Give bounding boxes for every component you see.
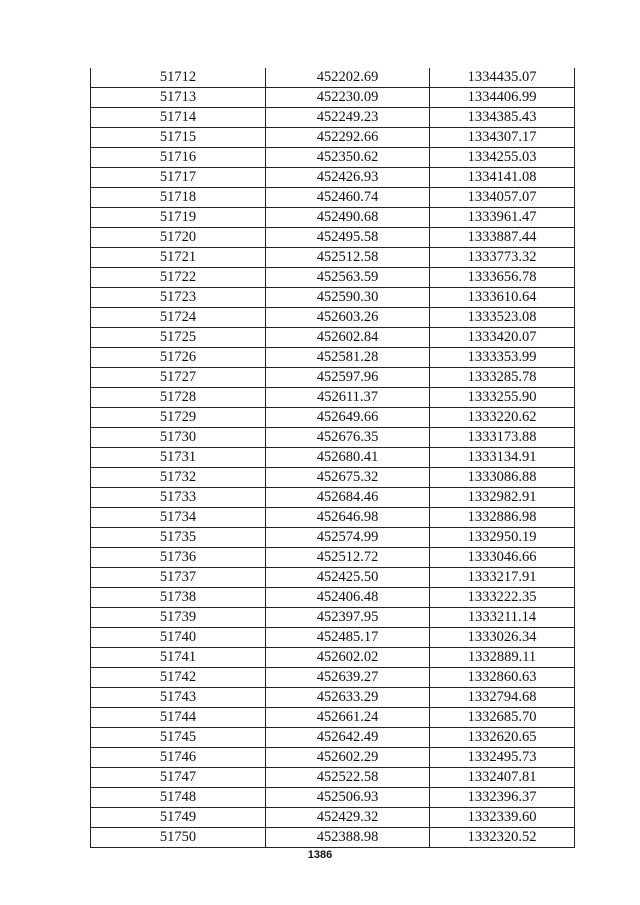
easting-cell: 452602.84	[266, 328, 430, 348]
easting-cell: 452292.66	[266, 128, 430, 148]
easting-cell: 452388.98	[266, 828, 430, 848]
easting-cell: 452633.29	[266, 688, 430, 708]
easting-cell: 452426.93	[266, 168, 430, 188]
northing-cell: 1333523.08	[430, 308, 575, 328]
table-row	[91, 388, 575, 408]
table-row	[91, 668, 575, 688]
table-row	[91, 828, 575, 848]
table-row	[91, 148, 575, 168]
easting-cell: 452406.48	[266, 588, 430, 608]
easting-cell: 452675.32	[266, 468, 430, 488]
northing-cell: 1334057.07	[430, 188, 575, 208]
point-id-cell: 51731	[91, 448, 266, 468]
northing-cell: 1333610.64	[430, 288, 575, 308]
northing-cell: 1332407.81	[430, 768, 575, 788]
northing-cell: 1332620.65	[430, 728, 575, 748]
easting-cell: 452684.46	[266, 488, 430, 508]
northing-cell: 1333961.47	[430, 208, 575, 228]
point-id-cell: 51729	[91, 408, 266, 428]
table-row	[91, 188, 575, 208]
point-id-cell: 51736	[91, 548, 266, 568]
northing-cell: 1332886.98	[430, 508, 575, 528]
easting-cell: 452429.32	[266, 808, 430, 828]
easting-cell: 452397.95	[266, 608, 430, 628]
northing-cell: 1333173.88	[430, 428, 575, 448]
easting-cell: 452646.98	[266, 508, 430, 528]
coordinate-table	[90, 68, 575, 848]
northing-cell: 1333220.62	[430, 408, 575, 428]
table-row	[91, 348, 575, 368]
point-id-cell: 51742	[91, 668, 266, 688]
easting-cell: 452506.93	[266, 788, 430, 808]
northing-cell: 1333656.78	[430, 268, 575, 288]
northing-cell: 1333420.07	[430, 328, 575, 348]
northing-cell: 1332396.37	[430, 788, 575, 808]
point-id-cell: 51739	[91, 608, 266, 628]
northing-cell: 1334385.43	[430, 108, 575, 128]
point-id-cell: 51748	[91, 788, 266, 808]
point-id-cell: 51740	[91, 628, 266, 648]
table-row	[91, 728, 575, 748]
point-id-cell: 51745	[91, 728, 266, 748]
table-row	[91, 88, 575, 108]
easting-cell: 452602.29	[266, 748, 430, 768]
table-row	[91, 548, 575, 568]
northing-cell: 1332339.60	[430, 808, 575, 828]
point-id-cell: 51730	[91, 428, 266, 448]
northing-cell: 1334406.99	[430, 88, 575, 108]
northing-cell: 1333285.78	[430, 368, 575, 388]
table-row	[91, 128, 575, 148]
northing-cell: 1333887.44	[430, 228, 575, 248]
page-number: 1386	[307, 849, 333, 861]
easting-cell: 452495.58	[266, 228, 430, 248]
table-row	[91, 328, 575, 348]
northing-cell: 1334435.07	[430, 68, 575, 88]
table-row	[91, 748, 575, 768]
table-row	[91, 808, 575, 828]
table-row	[91, 448, 575, 468]
table-row	[91, 108, 575, 128]
point-id-cell: 51713	[91, 88, 266, 108]
easting-cell: 452574.99	[266, 528, 430, 548]
point-id-cell: 51719	[91, 208, 266, 228]
easting-cell: 452649.66	[266, 408, 430, 428]
easting-cell: 452563.59	[266, 268, 430, 288]
easting-cell: 452680.41	[266, 448, 430, 468]
easting-cell: 452249.23	[266, 108, 430, 128]
point-id-cell: 51733	[91, 488, 266, 508]
point-id-cell: 51721	[91, 248, 266, 268]
easting-cell: 452603.26	[266, 308, 430, 328]
table-row	[91, 408, 575, 428]
point-id-cell: 51749	[91, 808, 266, 828]
northing-cell: 1333773.32	[430, 248, 575, 268]
point-id-cell: 51714	[91, 108, 266, 128]
table-row	[91, 688, 575, 708]
easting-cell: 452202.69	[266, 68, 430, 88]
northing-cell: 1334255.03	[430, 148, 575, 168]
easting-cell: 452661.24	[266, 708, 430, 728]
table-row	[91, 788, 575, 808]
table-row	[91, 308, 575, 328]
table-row	[91, 768, 575, 788]
northing-cell: 1333134.91	[430, 448, 575, 468]
point-id-cell: 51735	[91, 528, 266, 548]
table-row	[91, 248, 575, 268]
easting-cell: 452597.96	[266, 368, 430, 388]
table-row	[91, 708, 575, 728]
table-row	[91, 268, 575, 288]
northing-cell: 1333222.35	[430, 588, 575, 608]
point-id-cell: 51737	[91, 568, 266, 588]
northing-cell: 1333046.66	[430, 548, 575, 568]
point-id-cell: 51712	[91, 68, 266, 88]
easting-cell: 452490.68	[266, 208, 430, 228]
easting-cell: 452230.09	[266, 88, 430, 108]
point-id-cell: 51717	[91, 168, 266, 188]
northing-cell: 1333086.88	[430, 468, 575, 488]
table-row	[91, 228, 575, 248]
easting-cell: 452581.28	[266, 348, 430, 368]
northing-cell: 1333026.34	[430, 628, 575, 648]
northing-cell: 1333353.99	[430, 348, 575, 368]
point-id-cell: 51734	[91, 508, 266, 528]
table-row	[91, 568, 575, 588]
easting-cell: 452512.58	[266, 248, 430, 268]
easting-cell: 452460.74	[266, 188, 430, 208]
point-id-cell: 51716	[91, 148, 266, 168]
point-id-cell: 51741	[91, 648, 266, 668]
easting-cell: 452642.49	[266, 728, 430, 748]
easting-cell: 452512.72	[266, 548, 430, 568]
easting-cell: 452485.17	[266, 628, 430, 648]
easting-cell: 452590.30	[266, 288, 430, 308]
point-id-cell: 51726	[91, 348, 266, 368]
northing-cell: 1333217.91	[430, 568, 575, 588]
table-row	[91, 468, 575, 488]
point-id-cell: 51722	[91, 268, 266, 288]
easting-cell: 452522.58	[266, 768, 430, 788]
northing-cell: 1334141.08	[430, 168, 575, 188]
point-id-cell: 51732	[91, 468, 266, 488]
table-row	[91, 488, 575, 508]
table-row	[91, 648, 575, 668]
point-id-cell: 51750	[91, 828, 266, 848]
northing-cell: 1334307.17	[430, 128, 575, 148]
easting-cell: 452350.62	[266, 148, 430, 168]
northing-cell: 1332950.19	[430, 528, 575, 548]
table-row	[91, 68, 575, 88]
point-id-cell: 51723	[91, 288, 266, 308]
northing-cell: 1333255.90	[430, 388, 575, 408]
northing-cell: 1332495.73	[430, 748, 575, 768]
table-row	[91, 368, 575, 388]
table-row	[91, 288, 575, 308]
easting-cell: 452611.37	[266, 388, 430, 408]
point-id-cell: 51744	[91, 708, 266, 728]
point-id-cell: 51727	[91, 368, 266, 388]
table-row	[91, 208, 575, 228]
point-id-cell: 51724	[91, 308, 266, 328]
point-id-cell: 51743	[91, 688, 266, 708]
point-id-cell: 51728	[91, 388, 266, 408]
northing-cell: 1332860.63	[430, 668, 575, 688]
table-row	[91, 528, 575, 548]
coordinate-table-body	[91, 68, 575, 848]
northing-cell: 1332320.52	[430, 828, 575, 848]
table-row	[91, 608, 575, 628]
easting-cell: 452425.50	[266, 568, 430, 588]
northing-cell: 1333211.14	[430, 608, 575, 628]
point-id-cell: 51715	[91, 128, 266, 148]
point-id-cell: 51746	[91, 748, 266, 768]
easting-cell: 452639.27	[266, 668, 430, 688]
point-id-cell: 51747	[91, 768, 266, 788]
point-id-cell: 51718	[91, 188, 266, 208]
northing-cell: 1332794.68	[430, 688, 575, 708]
table-row	[91, 588, 575, 608]
table-row	[91, 428, 575, 448]
northing-cell: 1332889.11	[430, 648, 575, 668]
northing-cell: 1332982.91	[430, 488, 575, 508]
table-row	[91, 508, 575, 528]
table-row	[91, 168, 575, 188]
table-row	[91, 628, 575, 648]
point-id-cell: 51725	[91, 328, 266, 348]
point-id-cell: 51738	[91, 588, 266, 608]
easting-cell: 452602.02	[266, 648, 430, 668]
easting-cell: 452676.35	[266, 428, 430, 448]
northing-cell: 1332685.70	[430, 708, 575, 728]
point-id-cell: 51720	[91, 228, 266, 248]
